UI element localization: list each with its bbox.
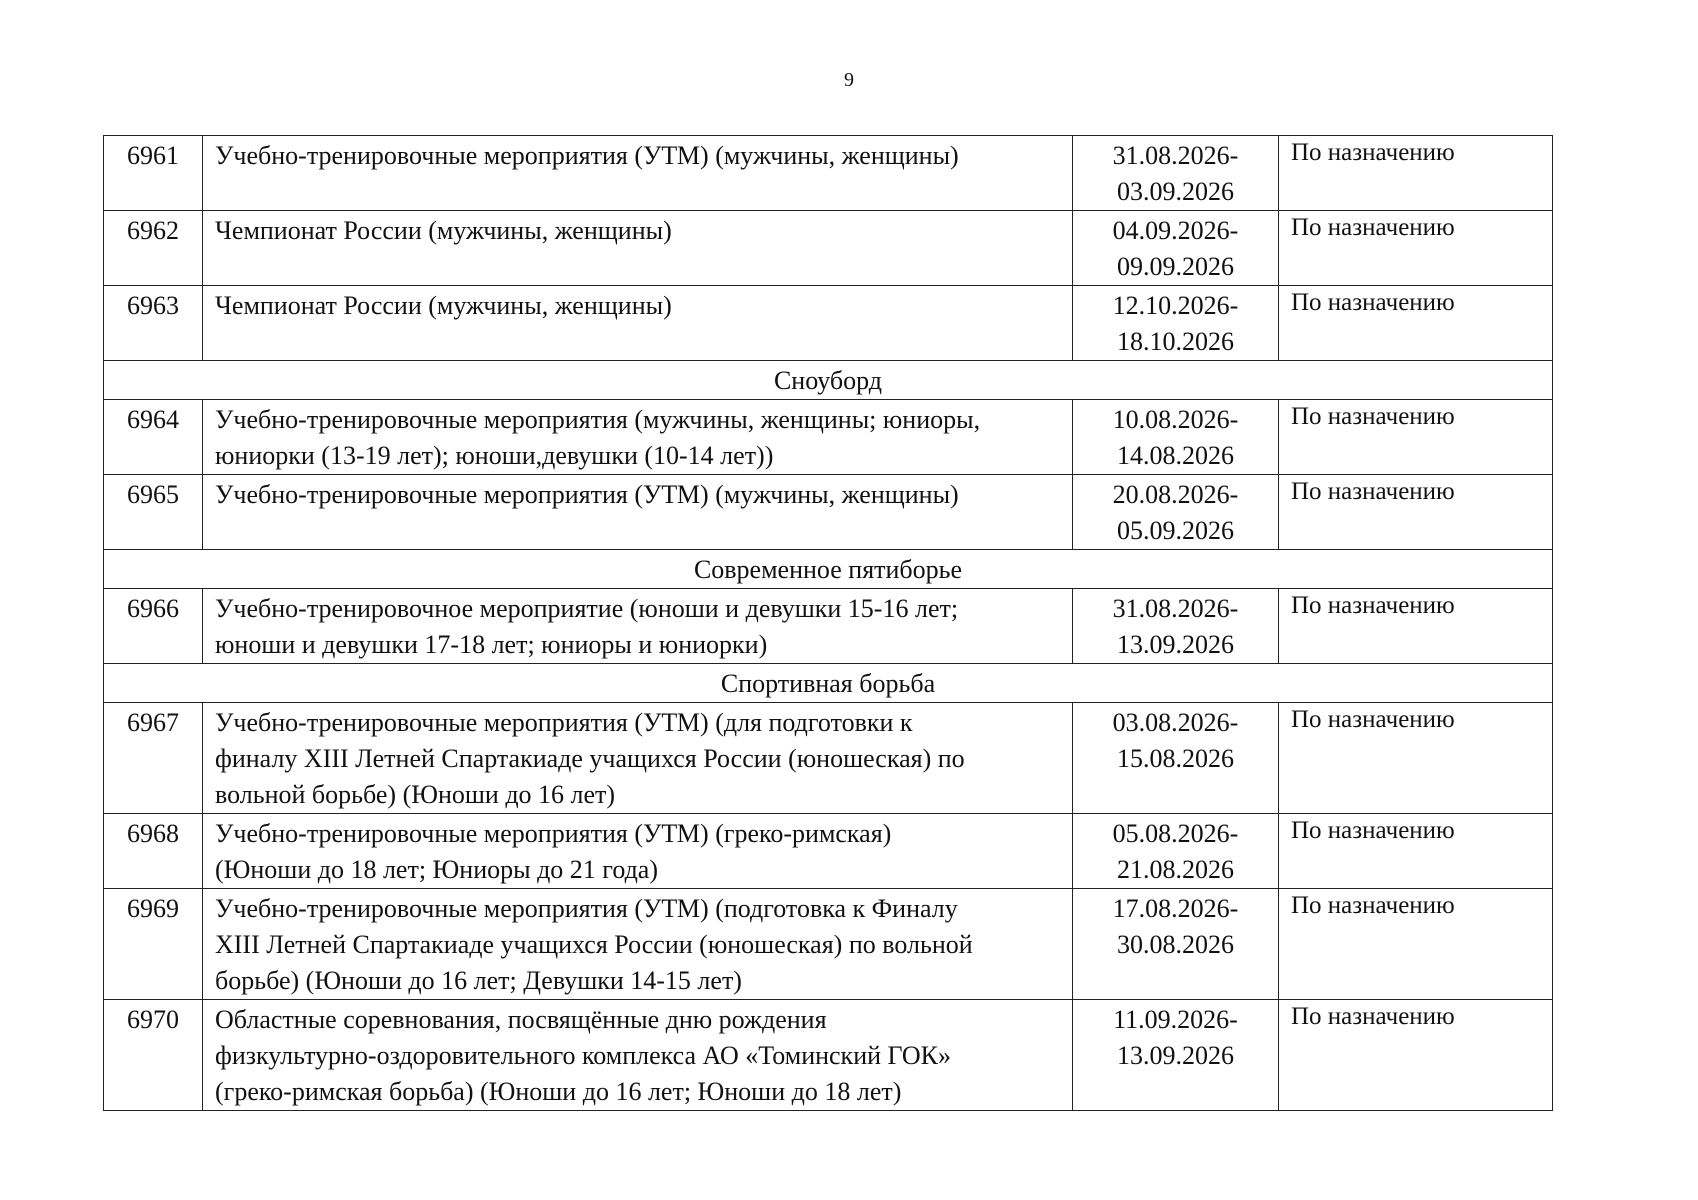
event-number: 6970 [104,1000,203,1111]
date-start: 31.08.2026- [1112,594,1239,623]
section-title: Спортивная борьба [104,664,1553,703]
event-dates [1073,589,1279,664]
event-name [203,889,1073,1000]
event-location: По назначению [1279,286,1553,361]
event-name-line: Учебно-тренировочные мероприятия (УТМ) (мужчины, женщины) [215,480,959,509]
event-location: По назначению [1279,703,1553,814]
event-number: 6968 [104,814,203,889]
date-end: 21.08.2026 [1117,855,1234,884]
event-name-line: юноши и девушки 17-18 лет; юниоры и юниорки) [215,630,768,659]
table-row [104,211,1553,286]
event-dates [1073,703,1279,814]
event-location: По назначению [1279,889,1553,1000]
date-start: 12.10.2026- [1112,291,1239,320]
event-name-line: вольной борьбе) (Юноши до 16 лет) [215,780,616,809]
event-dates [1073,400,1279,475]
event-number: 6961 [104,136,203,211]
event-number: 6962 [104,211,203,286]
table-row [104,136,1553,211]
event-name [203,589,1073,664]
table-row [104,286,1553,361]
event-name [203,814,1073,889]
event-location: По назначению [1279,475,1553,550]
date-start: 10.08.2026- [1112,405,1239,434]
event-number: 6964 [104,400,203,475]
date-end: 03.09.2026 [1117,177,1234,206]
event-name-line: борьбе) (Юноши до 16 лет; Девушки 14-15 лет) [215,966,742,995]
table-row [104,703,1553,814]
section-header-row [104,664,1553,703]
event-name-line: физкультурно-оздоровительного комплекса АО «Томинский ГОК» [215,1041,952,1070]
date-end: 09.09.2026 [1117,252,1234,281]
event-dates [1073,286,1279,361]
date-end: 13.09.2026 [1117,630,1234,659]
date-start: 17.08.2026- [1112,894,1239,923]
event-dates [1073,1000,1279,1111]
event-name [203,1000,1073,1111]
date-start: 04.09.2026- [1112,216,1239,245]
event-number: 6967 [104,703,203,814]
event-name-line: финалу XIII Летней Спартакиаде учащихся России (юношеская) по [215,744,965,773]
event-name-line: Областные соревнования, посвящённые дню рождения [215,1005,827,1034]
table-row [104,814,1553,889]
section-title: Современное пятиборье [104,550,1553,589]
event-name [203,400,1073,475]
date-end: 30.08.2026 [1117,930,1234,959]
event-location: По назначению [1279,814,1553,889]
date-start: 31.08.2026- [1112,141,1239,170]
event-name-line: XIII Летней Спартакиаде учащихся России (юношеская) по вольной [215,930,973,959]
table-row [104,589,1553,664]
event-number: 6966 [104,589,203,664]
date-end: 18.10.2026 [1117,327,1234,356]
date-end: 14.08.2026 [1117,441,1234,470]
event-dates [1073,475,1279,550]
date-start: 05.08.2026- [1112,819,1239,848]
event-name-line: Учебно-тренировочные мероприятия (УТМ) (для подготовки к [215,708,913,737]
date-end: 13.09.2026 [1117,1041,1234,1070]
event-location: По назначению [1279,136,1553,211]
event-name [203,211,1073,286]
event-name [203,136,1073,211]
table-row [104,400,1553,475]
event-name-line: Учебно-тренировочные мероприятия (мужчины, женщины; юниоры, [215,405,981,434]
event-number: 6965 [104,475,203,550]
event-name [203,286,1073,361]
event-dates [1073,136,1279,211]
event-name-line: Чемпионат России (мужчины, женщины) [215,291,672,320]
table-row [104,1000,1553,1111]
event-name-line: юниорки (13-19 лет); юноши,девушки (10-14 лет)) [215,441,774,470]
events-table [103,135,1553,1111]
event-name [203,703,1073,814]
event-name-line: Учебно-тренировочные мероприятия (УТМ) (мужчины, женщины) [215,141,959,170]
date-start: 20.08.2026- [1112,480,1239,509]
event-name-line: Учебно-тренировочные мероприятия (УТМ) (греко-римская) [215,819,892,848]
table-row [104,889,1553,1000]
section-header-row [104,361,1553,400]
event-dates [1073,211,1279,286]
event-dates [1073,889,1279,1000]
event-location: По назначению [1279,1000,1553,1111]
event-name [203,475,1073,550]
event-name-line: Учебно-тренировочные мероприятия (УТМ) (подготовка к Финалу [215,894,958,923]
event-dates [1073,814,1279,889]
events-table-body [104,136,1553,1111]
event-number: 6969 [104,889,203,1000]
event-name-line: (греко-римская борьба) (Юноши до 16 лет; Юноши до 18 лет) [215,1077,902,1106]
date-start: 11.09.2026- [1113,1005,1238,1034]
table-row [104,475,1553,550]
event-name-line: Чемпионат России (мужчины, женщины) [215,216,672,245]
event-location: По назначению [1279,211,1553,286]
section-title: Сноуборд [104,361,1553,400]
event-location: По назначению [1279,400,1553,475]
event-location: По назначению [1279,589,1553,664]
event-name-line: (Юноши до 18 лет; Юниоры до 21 года) [215,855,659,884]
section-header-row [104,550,1553,589]
date-end: 15.08.2026 [1117,744,1234,773]
page-number: 9 [844,69,854,91]
date-end: 05.09.2026 [1117,516,1234,545]
event-name-line: Учебно-тренировочное мероприятие (юноши и девушки 15-16 лет; [215,594,959,623]
date-start: 03.08.2026- [1112,708,1239,737]
event-number: 6963 [104,286,203,361]
